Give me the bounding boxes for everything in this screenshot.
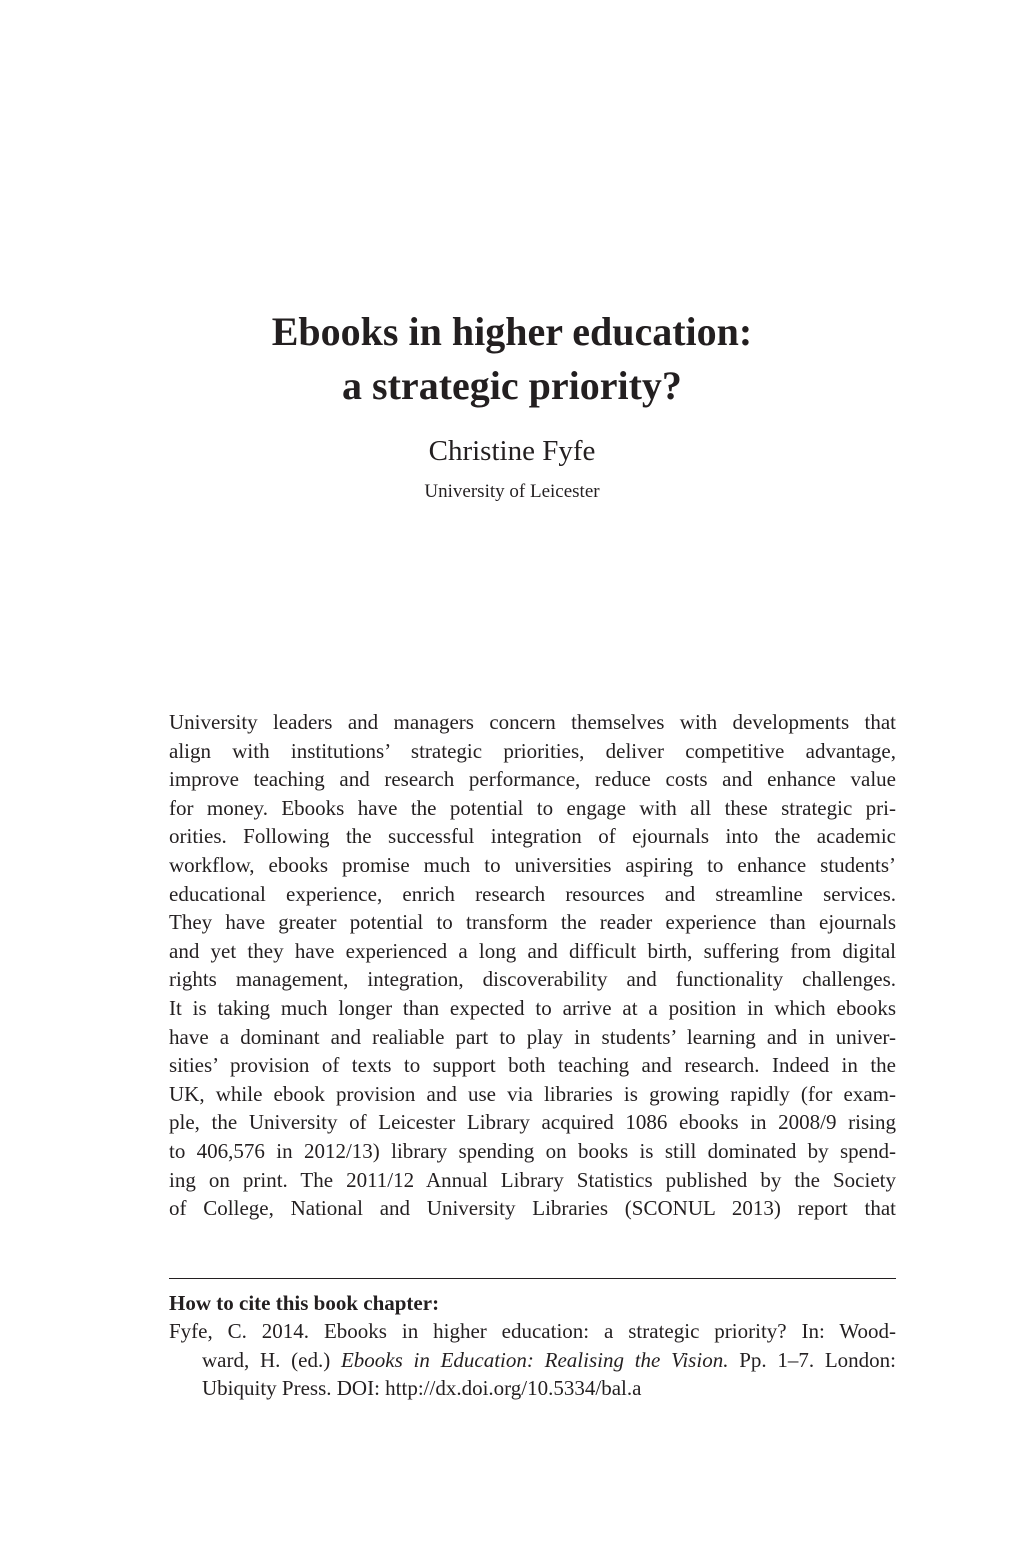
abstract-line: ple, the University of Leicester Library acquired 1086 ebooks in 2008/9 rising: [169, 1110, 896, 1135]
citation-pages-publisher: Pp. 1–7. London:: [728, 1347, 896, 1372]
footnote-divider: [169, 1278, 896, 1279]
citation-line-3: Ubiquity Press. DOI: http://dx.doi.org/10.5334/bal.a: [202, 1376, 642, 1401]
abstract-line: improve teaching and research performance, reduce costs and enhance value: [169, 767, 896, 792]
abstract-paragraph: [169, 708, 896, 1223]
citation-book-title: Ebooks in Education: Realising the Vision.: [340, 1347, 729, 1372]
chapter-title-line-1: Ebooks in higher education:: [271, 309, 753, 354]
abstract-line: rights management, integration, discoverability and functionality challenges.: [169, 967, 896, 992]
chapter-title-line-2: a strategic priority?: [342, 363, 682, 408]
abstract-line: workflow, ebooks promise much to universities aspiring to enhance students’: [169, 852, 896, 877]
author-name: Christine Fyfe: [428, 435, 596, 467]
abstract-line: to 406,576 in 2012/13) library spending on books is still dominated by spend-: [169, 1138, 896, 1163]
abstract-line: of College, National and University Libraries (SCONUL 2013) report that: [169, 1196, 896, 1221]
abstract-line: They have greater potential to transform the reader experience than ejournals: [169, 910, 896, 935]
citation-editor: ward, H. (ed.): [202, 1347, 341, 1372]
abstract-line: It is taking much longer than expected to arrive at a position in which ebooks: [169, 995, 896, 1020]
author-affiliation: University of Leicester: [424, 481, 600, 502]
abstract-line: and yet they have experienced a long and difficult birth, suffering from digital: [169, 938, 896, 963]
abstract-line: have a dominant and realiable part to play in students’ learning and in univer-: [169, 1024, 896, 1049]
abstract-line: for money. Ebooks have the potential to engage with all these strategic pri-: [169, 795, 896, 820]
abstract-line: orities. Following the successful integration of ejournals into the academic: [169, 824, 896, 849]
abstract-line: University leaders and managers concern themselves with developments that: [169, 710, 896, 734]
citation-heading: How to cite this book chapter:: [169, 1291, 440, 1315]
abstract-line: UK, while ebook provision and use via libraries is growing rapidly (for exam-: [169, 1081, 896, 1106]
abstract-line: align with institutions’ strategic priorities, deliver competitive advantage,: [169, 738, 896, 763]
abstract-line: educational experience, enrich research resources and streamline services.: [169, 881, 896, 906]
abstract-line: ing on print. The 2011/12 Annual Library Statistics published by the Society: [169, 1167, 896, 1192]
citation-line-1: Fyfe, C. 2014. Ebooks in higher education: a strategic priority? In: Wood-: [169, 1319, 896, 1343]
citation-text: [169, 1317, 896, 1403]
citation-line-2: [169, 1346, 896, 1375]
abstract-line: sities’ provision of texts to support both teaching and research. Indeed in the: [169, 1053, 896, 1078]
